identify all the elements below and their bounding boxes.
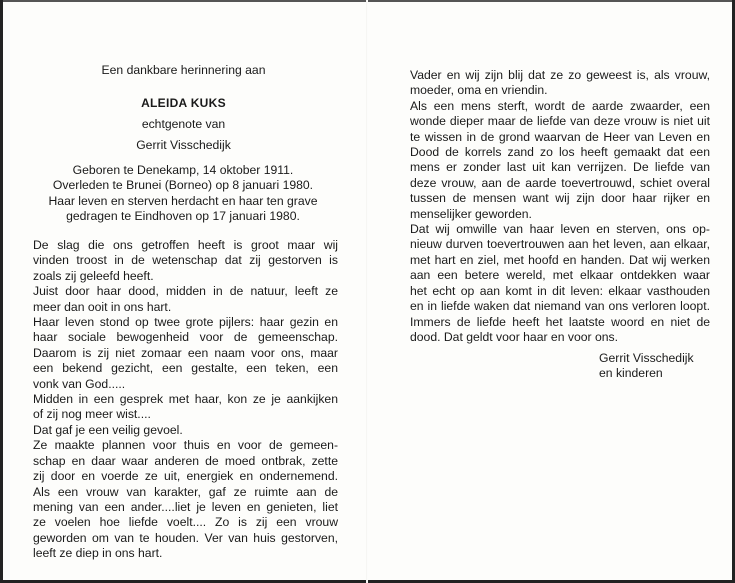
deceased-name: ALEIDA KUKS: [141, 96, 226, 110]
spouse-name: Gerrit Visschedijk: [136, 138, 231, 152]
text-line: Ze maakte plannen voor thuis en voor de gemeen-: [33, 438, 338, 453]
signature-name: Gerrit Visschedijk: [599, 351, 694, 365]
text-line: Dood de korrels zand zo los heeft gemaakt dat een: [410, 145, 710, 160]
text-line: Als een vrouw van karakter, gaf ze ruimte aan de: [33, 484, 338, 499]
signature: [599, 351, 694, 382]
bio-line: Overleden te Brunei (Borneo) op 8 januari 1980.: [52, 178, 314, 193]
text-line: Daarom is zij niet zomaar een naam voor ons, maar: [33, 345, 338, 360]
text-line: ze voelen hoe liefde voelt.... Zo is zij een vrouw: [33, 515, 338, 530]
text-line: mens er zonder last uit kan verrijzen. De liefde van: [410, 160, 710, 175]
text-line: Vader en wij zijn blij dat ze zo geweest is, als vrouw,: [410, 68, 710, 82]
text-line: te wissen in de grond waarvan de Heer van Leven en: [410, 129, 710, 144]
left-panel: [0, 0, 367, 583]
intro-text: Een dankbare herinnering aan: [101, 63, 266, 77]
text-line: tussen de mensen want wij zijn door haar rijker en: [410, 191, 710, 206]
text-line: een bekend gezicht, een gestalte, een teken, een: [33, 361, 338, 376]
text-line: meer dan ooit in ons hart.: [33, 299, 172, 314]
left-body-text: [33, 238, 338, 562]
text-line: dood. Dat geldt voor haar en voor ons.: [410, 329, 618, 344]
text-line: nieuw durven toevertrouwen aan het leven, aan elkaar,: [410, 237, 710, 252]
bio-line: Geboren te Denekamp, 14 oktober 1911.: [72, 163, 294, 177]
text-line: Immers de liefde heeft het laatste woord en niet de: [410, 314, 710, 329]
text-line: deze vrouw, aan de aarde toevertrouwd, schiet overal: [410, 175, 710, 190]
text-line: of zij nog meer wist....: [33, 407, 151, 422]
text-line: Dat wij omwille van haar leven en sterven, ons op-: [410, 222, 710, 237]
signature-family: en kinderen: [599, 366, 663, 381]
text-line: en in liefde waken dat niemand van ons verloren loopt.: [410, 299, 710, 314]
text-line: menselijker geworden.: [410, 206, 532, 221]
text-line: het echt op aan komt in dit leven: elkaar vasthouden: [410, 283, 710, 298]
text-line: Dat gaf je een veilig gevoel.: [33, 422, 183, 437]
text-line: Juist door haar dood, midden in de natuur, leeft ze: [33, 284, 338, 299]
text-line: vinden troost in de wetenschap dat zij gestorven is: [33, 253, 338, 268]
bio-line: gedragen te Eindhoven op 17 januari 1980.: [66, 209, 300, 224]
text-line: moeder, oma en vriendin.: [410, 83, 548, 98]
text-line: wonde dieper maar de liefde van deze vrouw is niet uit: [410, 114, 710, 129]
text-line: Als een mens sterft, wordt de aarde zwaarder, een: [410, 98, 710, 113]
text-line: aan een betere wereld, met elkaar ontdekken waar: [410, 268, 710, 283]
text-line: leeft ze diep in ons hart.: [33, 546, 163, 561]
biography: [28, 163, 338, 225]
text-line: Midden in een gesprek met haar, kon ze je aankijken: [33, 392, 338, 407]
text-line: vonk van God.....: [33, 376, 126, 391]
text-line: De slag die ons getroffen heeft is groot maar wij: [33, 238, 338, 252]
text-line: Haar leven stond op twee grote pijlers: haar gezin en: [33, 315, 338, 330]
text-line: met hart en ziel, met hoofd en handen. Dat wij werken: [410, 252, 710, 267]
text-line: mening van een ander....liet je leven en genieten, liet: [33, 499, 338, 514]
text-line: haar sociale bewogenheid voor de gemeenschap.: [33, 330, 338, 345]
text-line: zoals zij geleefd heeft.: [33, 268, 154, 283]
text-line: zij door en voerde ze uit, energiek en ondernemend.: [33, 469, 338, 484]
bio-line: Haar leven en sterven herdacht en haar ten grave: [48, 193, 318, 208]
spouse-label: echtgenote van: [141, 117, 226, 131]
right-body-text: [410, 68, 710, 345]
text-line: geworden om van te houden. Ver van huis gestorven,: [33, 530, 338, 545]
text-line: schap en daar waar anderen de moed ontbrak, zette: [33, 453, 338, 468]
